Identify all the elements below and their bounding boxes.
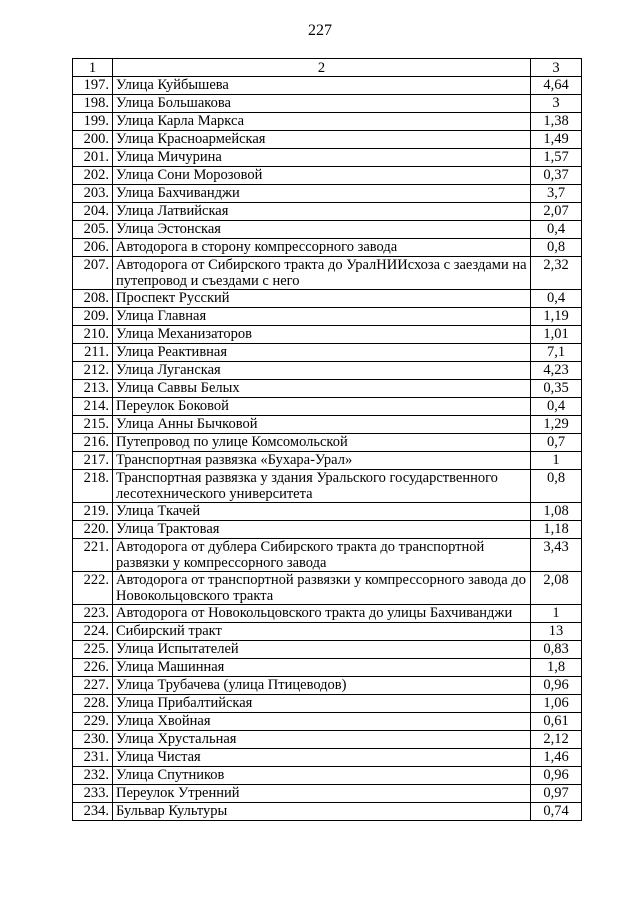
- road-length: 1,8: [531, 659, 582, 677]
- row-number: 217.: [73, 452, 113, 470]
- road-length: 1,08: [531, 503, 582, 521]
- road-length: 0,97: [531, 785, 582, 803]
- table-row: [73, 326, 582, 344]
- road-name: Путепровод по улице Комсомольской: [113, 434, 531, 452]
- road-length: 4,23: [531, 362, 582, 380]
- road-name: Транспортная развязка у здания Уральского государственного лесотехнического университета: [113, 470, 531, 503]
- road-length: 0,83: [531, 641, 582, 659]
- table-row: [73, 749, 582, 767]
- table-row: [73, 452, 582, 470]
- road-length: 1,29: [531, 416, 582, 434]
- table-row: [73, 113, 582, 131]
- page-number: 227: [308, 22, 332, 39]
- road-length: 1: [531, 605, 582, 623]
- road-name: Улица Чистая: [113, 749, 531, 767]
- row-number: 226.: [73, 659, 113, 677]
- road-length: 1,19: [531, 308, 582, 326]
- road-length: 0,74: [531, 803, 582, 821]
- row-number: 232.: [73, 767, 113, 785]
- table-row: [73, 503, 582, 521]
- road-name: Автодорога от Новокольцовского тракта до улицы Бахчиванджи: [113, 605, 531, 623]
- table-row: [73, 398, 582, 416]
- table-row: [73, 659, 582, 677]
- road-length: 0,61: [531, 713, 582, 731]
- road-length: 13: [531, 623, 582, 641]
- table-row: [73, 77, 582, 95]
- table-row: [73, 290, 582, 308]
- road-name: Улица Мичурина: [113, 149, 531, 167]
- road-length: 0,4: [531, 290, 582, 308]
- table-row: [73, 257, 582, 290]
- table-row: [73, 731, 582, 749]
- row-number: 211.: [73, 344, 113, 362]
- table-row: [73, 695, 582, 713]
- row-number: 230.: [73, 731, 113, 749]
- road-name: Улица Большакова: [113, 95, 531, 113]
- table-row: [73, 677, 582, 695]
- road-name: Переулок Боковой: [113, 398, 531, 416]
- row-number: 233.: [73, 785, 113, 803]
- row-number: 212.: [73, 362, 113, 380]
- road-name: Транспортная развязка «Бухара-Урал»: [113, 452, 531, 470]
- row-number: 206.: [73, 239, 113, 257]
- row-number: 229.: [73, 713, 113, 731]
- header-col-2: 2: [113, 59, 531, 77]
- row-number: 218.: [73, 470, 113, 503]
- row-number: 228.: [73, 695, 113, 713]
- table-row: [73, 767, 582, 785]
- road-name: Проспект Русский: [113, 290, 531, 308]
- road-length: 1,57: [531, 149, 582, 167]
- header-col-1: 1: [73, 59, 113, 77]
- road-length: 4,64: [531, 77, 582, 95]
- table-row: [73, 203, 582, 221]
- road-length: 1: [531, 452, 582, 470]
- row-number: 216.: [73, 434, 113, 452]
- road-length: 0,96: [531, 767, 582, 785]
- road-length: 1,46: [531, 749, 582, 767]
- road-name: Улица Бахчиванджи: [113, 185, 531, 203]
- road-length: 0,35: [531, 380, 582, 398]
- table-row: [73, 572, 582, 605]
- row-number: 200.: [73, 131, 113, 149]
- road-length: 2,32: [531, 257, 582, 290]
- row-number: 224.: [73, 623, 113, 641]
- row-number: 207.: [73, 257, 113, 290]
- road-length: 2,12: [531, 731, 582, 749]
- table-row: [73, 416, 582, 434]
- road-length: 0,37: [531, 167, 582, 185]
- road-length: 3,7: [531, 185, 582, 203]
- road-length: 7,1: [531, 344, 582, 362]
- road-length: 3,43: [531, 539, 582, 572]
- road-name: Улица Эстонская: [113, 221, 531, 239]
- row-number: 210.: [73, 326, 113, 344]
- road-name: Улица Красноармейская: [113, 131, 531, 149]
- table-row: [73, 308, 582, 326]
- row-number: 203.: [73, 185, 113, 203]
- row-number: 205.: [73, 221, 113, 239]
- table-row: [73, 95, 582, 113]
- row-number: 225.: [73, 641, 113, 659]
- header-col-3: 3: [531, 59, 582, 77]
- table-row: [73, 344, 582, 362]
- table-row: [73, 713, 582, 731]
- table-row: [73, 785, 582, 803]
- road-name: Улица Трактовая: [113, 521, 531, 539]
- road-name: Улица Сони Морозовой: [113, 167, 531, 185]
- road-name: Автодорога в сторону компрессорного завода: [113, 239, 531, 257]
- table-row: [73, 539, 582, 572]
- row-number: 219.: [73, 503, 113, 521]
- table-row: [73, 623, 582, 641]
- table-row: [73, 521, 582, 539]
- row-number: 199.: [73, 113, 113, 131]
- road-length: 0,8: [531, 239, 582, 257]
- road-name: Улица Луганская: [113, 362, 531, 380]
- row-number: 208.: [73, 290, 113, 308]
- road-length: 2,08: [531, 572, 582, 605]
- road-length: 1,49: [531, 131, 582, 149]
- road-name: Сибирский тракт: [113, 623, 531, 641]
- road-name: Улица Латвийская: [113, 203, 531, 221]
- table-row: [73, 131, 582, 149]
- road-length: 1,06: [531, 695, 582, 713]
- row-number: 214.: [73, 398, 113, 416]
- road-name: Бульвар Культуры: [113, 803, 531, 821]
- table-body: [73, 77, 582, 821]
- row-number: 204.: [73, 203, 113, 221]
- table-row: [73, 239, 582, 257]
- road-name: Улица Хрустальная: [113, 731, 531, 749]
- row-number: 202.: [73, 167, 113, 185]
- table-row: [73, 380, 582, 398]
- row-number: 198.: [73, 95, 113, 113]
- road-length: 1,38: [531, 113, 582, 131]
- road-length: 0,96: [531, 677, 582, 695]
- road-name: Улица Испытателей: [113, 641, 531, 659]
- table-row: [73, 167, 582, 185]
- road-length: 0,4: [531, 221, 582, 239]
- table-row: [73, 641, 582, 659]
- table-row: [73, 605, 582, 623]
- table-row: [73, 149, 582, 167]
- table-row: [73, 470, 582, 503]
- row-number: 201.: [73, 149, 113, 167]
- road-name: Улица Машинная: [113, 659, 531, 677]
- row-number: 213.: [73, 380, 113, 398]
- road-name: Улица Хвойная: [113, 713, 531, 731]
- road-name: Улица Главная: [113, 308, 531, 326]
- road-name: Улица Саввы Белых: [113, 380, 531, 398]
- row-number: 234.: [73, 803, 113, 821]
- row-number: 215.: [73, 416, 113, 434]
- road-length: 3: [531, 95, 582, 113]
- road-name: Улица Ткачей: [113, 503, 531, 521]
- table-row: [73, 362, 582, 380]
- road-name: Улица Анны Бычковой: [113, 416, 531, 434]
- row-number: 209.: [73, 308, 113, 326]
- road-length: 1,18: [531, 521, 582, 539]
- road-name: Улица Карла Маркса: [113, 113, 531, 131]
- road-name: Улица Трубачева (улица Птицеводов): [113, 677, 531, 695]
- row-number: 197.: [73, 77, 113, 95]
- road-name: Улица Куйбышева: [113, 77, 531, 95]
- road-name: Автодорога от транспортной развязки у компрессорного завода до Новокольцовского тракта: [113, 572, 531, 605]
- table-row: [73, 185, 582, 203]
- road-name: Улица Прибалтийская: [113, 695, 531, 713]
- row-number: 231.: [73, 749, 113, 767]
- row-number: 227.: [73, 677, 113, 695]
- road-name: Улица Механизаторов: [113, 326, 531, 344]
- road-length: 0,8: [531, 470, 582, 503]
- road-length: 1,01: [531, 326, 582, 344]
- row-number: 223.: [73, 605, 113, 623]
- row-number: 221.: [73, 539, 113, 572]
- road-name: Улица Реактивная: [113, 344, 531, 362]
- table-row: [73, 434, 582, 452]
- table-row: [73, 221, 582, 239]
- table-header: [73, 59, 582, 77]
- road-name: Улица Спутников: [113, 767, 531, 785]
- road-name: Автодорога от Сибирского тракта до УралНИИсхоза с заездами на путепровод и съездами с него: [113, 257, 531, 290]
- road-length: 0,4: [531, 398, 582, 416]
- road-name: Переулок Утренний: [113, 785, 531, 803]
- road-length: 2,07: [531, 203, 582, 221]
- road-length: 0,7: [531, 434, 582, 452]
- row-number: 222.: [73, 572, 113, 605]
- roads-table: [72, 58, 582, 821]
- row-number: 220.: [73, 521, 113, 539]
- table-row: [73, 803, 582, 821]
- road-name: Автодорога от дублера Сибирского тракта до транспортной развязки у компрессорного завода: [113, 539, 531, 572]
